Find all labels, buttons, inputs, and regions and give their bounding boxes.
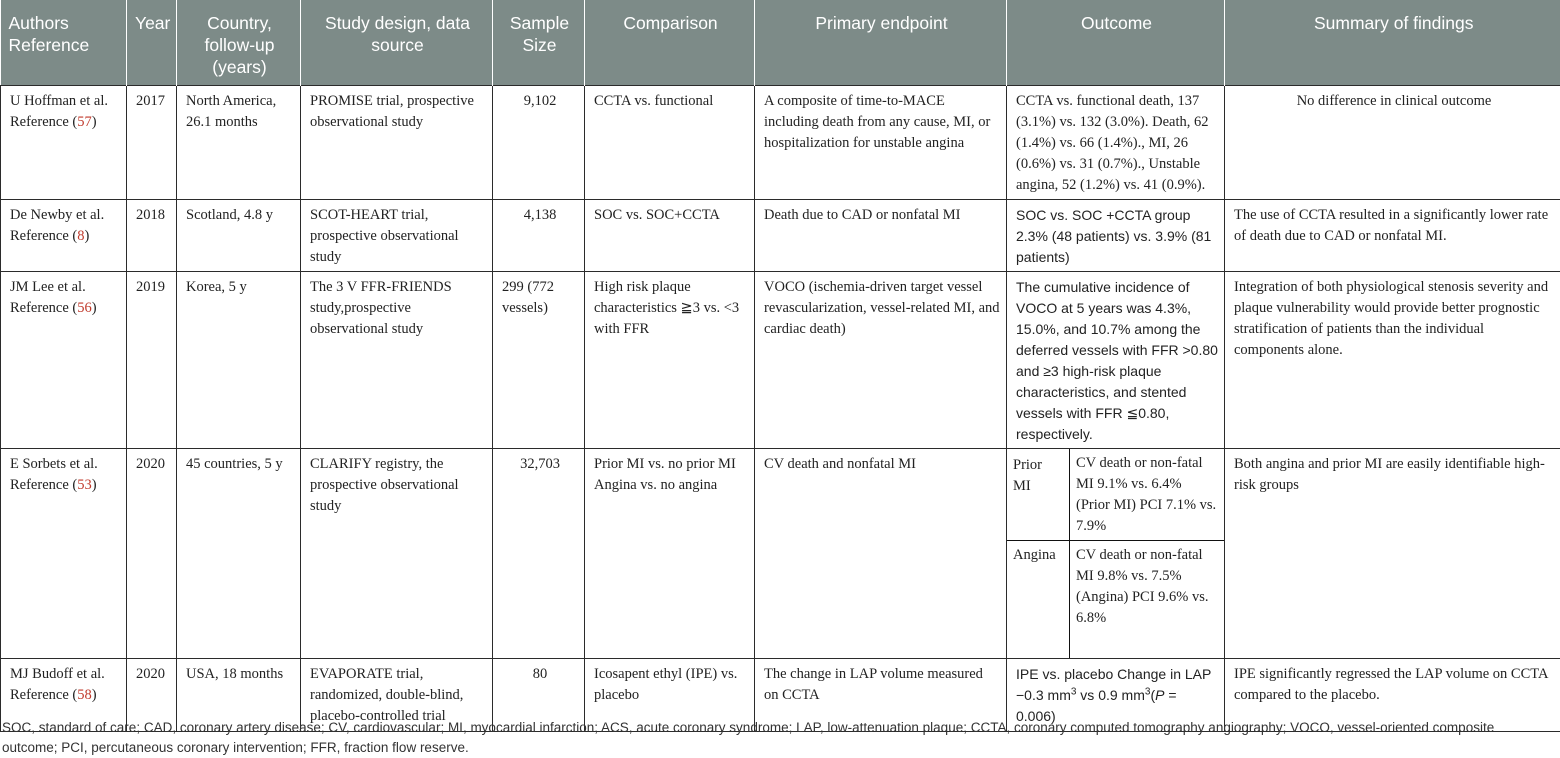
sample-cell: 299 (772 vessels): [493, 271, 585, 448]
comparison-cell: Icosapent ethyl (IPE) vs. placebo: [585, 659, 755, 732]
country-cell: Scotland, 4.8 y: [177, 199, 301, 271]
author-cell: [1, 271, 127, 448]
outcome-subtable: [1007, 449, 1224, 659]
author-text: U Hoffman et al. Reference (: [10, 92, 108, 130]
outcome-cell: [1007, 448, 1225, 659]
p-symbol: P: [1155, 687, 1165, 703]
design-cell: SCOT-HEART trial, prospective observational study: [301, 199, 493, 271]
summary-cell: Integration of both physiological stenosis severity and plaque vulnerability would provide better prognostic stratification of patients than the individual components alone.: [1225, 271, 1560, 448]
table-row: [1, 199, 1560, 271]
outcome-sublabel: Prior MI: [1007, 449, 1070, 541]
outcome-text: vs 0.9 mm: [1076, 687, 1145, 703]
outcome-subvalue: CV death or non-fatal MI 9.8% vs. 7.5% (Angina) PCI 9.6% vs. 6.8%: [1076, 546, 1209, 626]
footnote: SOC, standard of care; CAD, coronary artery disease; CV, cardiovascular; MI, myocardial infarction; ACS, acute coronary syndrome; LAP, low-attenuation plaque; CCTA, coronary computed tomography angiography; VOCO, vessel-oriented composite outcome; PCI, percutaneous coronary intervention; FFR, fraction flow reserve.: [2, 720, 1495, 755]
sample-cell: 9,102: [493, 85, 585, 199]
endpoint-cell: The change in LAP volume measured on CCTA: [755, 659, 1007, 732]
summary-cell: Both angina and prior MI are easily identifiable high-risk groups: [1225, 448, 1560, 659]
design-cell: PROMISE trial, prospective observational study: [301, 85, 493, 199]
year-cell: 2020: [127, 659, 177, 732]
superscript: 3: [1070, 686, 1077, 698]
comparison-cell: Prior MI vs. no prior MI Angina vs. no angina: [585, 448, 755, 659]
summary-cell: No difference in clinical outcome: [1225, 85, 1560, 199]
year-cell: 2017: [127, 85, 177, 199]
header-country: Country, follow-up (years): [177, 0, 301, 85]
header-outcome: Outcome: [1007, 0, 1225, 85]
reference-link[interactable]: 53: [77, 476, 92, 493]
country-cell: Korea, 5 y: [177, 271, 301, 448]
outcome-text: (: [1150, 687, 1156, 703]
design-cell: EVAPORATE trial, randomized, double-blind, placebo-controlled trial: [301, 659, 493, 732]
author-text: De Newby et al. Reference (: [10, 206, 105, 244]
sample-cell: 80: [493, 659, 585, 732]
header-authors: Authors Reference: [1, 0, 127, 85]
outcome-subvalue: CV death or non-fatal MI 9.1% vs. 6.4% (Prior MI) PCI 7.1% vs. 7.9%: [1070, 449, 1225, 541]
reference-link[interactable]: 58: [77, 687, 92, 703]
sample-cell: 4,138: [493, 199, 585, 271]
outcome-cell: The cumulative incidence of VOCO at 5 years was 4.3%, 15.0%, and 10.7% among the deferred vessels with FFR >0.80 and ≥3 high-risk plaque characteristics, and stented vessels with FFR ≦0.80, respectively.: [1007, 271, 1225, 448]
author-text: JM Lee et al. Reference (: [10, 278, 86, 316]
author-cell: [1, 85, 127, 199]
header-summary: Summary of findings: [1225, 0, 1560, 85]
outcome-cell: CCTA vs. functional death, 137 (3.1%) vs. 132 (3.0%). Death, 62 (1.4%) vs. 66 (1.4%)., MI, 26 (0.6%) vs. 31 (0.7%)., Unstable angina, 52 (1.2%) vs. 41 (0.9%).: [1007, 85, 1225, 199]
outcome-sublabel: Angina: [1007, 540, 1070, 658]
reference-link[interactable]: 57: [77, 113, 92, 130]
outcome-text: = 0.006): [1016, 687, 1177, 724]
ref-close: ): [91, 113, 97, 130]
year-cell: 2019: [127, 271, 177, 448]
outcome-text: IPE vs. placebo Change in LAP −0.3 mm: [1016, 666, 1212, 703]
superscript: 3: [1144, 686, 1151, 698]
country-cell: USA, 18 months: [177, 659, 301, 732]
comparison-cell: High risk plaque characteristics ≧3 vs. <3 with FFR: [585, 271, 755, 448]
header-sample: Sample Size: [493, 0, 585, 85]
ref-close: ): [91, 687, 97, 703]
design-cell: The 3 V FFR-FRIENDS study,prospective observational study: [301, 271, 493, 448]
year-cell: 2020: [127, 448, 177, 659]
header-year: Year: [127, 0, 177, 85]
outcome-cell: SOC vs. SOC +CCTA group 2.3% (48 patients) vs. 3.9% (81 patients): [1007, 199, 1225, 271]
author-text: E Sorbets et al. Reference (: [10, 455, 98, 493]
reference-link[interactable]: 56: [77, 299, 92, 316]
country-cell: North America, 26.1 months: [177, 85, 301, 199]
author-text: MJ Budoff et al. Reference (: [10, 666, 105, 703]
header-row: [1, 0, 1560, 85]
table-row: [1, 85, 1560, 199]
header-endpoint: Primary endpoint: [755, 0, 1007, 85]
author-cell: [1, 448, 127, 659]
summary-cell: The use of CCTA resulted in a significantly lower rate of death due to CAD or nonfatal MI.: [1225, 199, 1560, 271]
header-comparison: Comparison: [585, 0, 755, 85]
ref-close: ): [91, 299, 97, 316]
comparison-cell: SOC vs. SOC+CCTA: [585, 199, 755, 271]
comparison-cell: CCTA vs. functional: [585, 85, 755, 199]
endpoint-cell: Death due to CAD or nonfatal MI: [755, 199, 1007, 271]
sample-cell: 32,703: [493, 448, 585, 659]
endpoint-cell: VOCO (ischemia-driven target vessel revascularization, vessel-related MI, and cardiac death): [755, 271, 1007, 448]
year-cell: 2018: [127, 199, 177, 271]
table-row: [1, 448, 1560, 659]
design-cell: CLARIFY registry, the prospective observational study: [301, 448, 493, 659]
summary-cell: IPE significantly regressed the LAP volume on CCTA compared to the placebo.: [1225, 659, 1560, 732]
outcome-subrow: [1007, 449, 1224, 541]
author-cell: [1, 199, 127, 271]
header-design: Study design, data source: [301, 0, 493, 85]
reference-link[interactable]: 8: [77, 227, 85, 244]
country-cell: 45 countries, 5 y: [177, 448, 301, 659]
ref-close: ): [91, 476, 97, 493]
endpoint-cell: CV death and nonfatal MI: [755, 448, 1007, 659]
outcome-subrow: [1007, 540, 1224, 658]
endpoint-cell: A composite of time-to-MACE including death from any cause, MI, or hospitalization for unstable angina: [755, 85, 1007, 199]
ref-close: ): [84, 227, 90, 244]
table-row: [1, 271, 1560, 448]
